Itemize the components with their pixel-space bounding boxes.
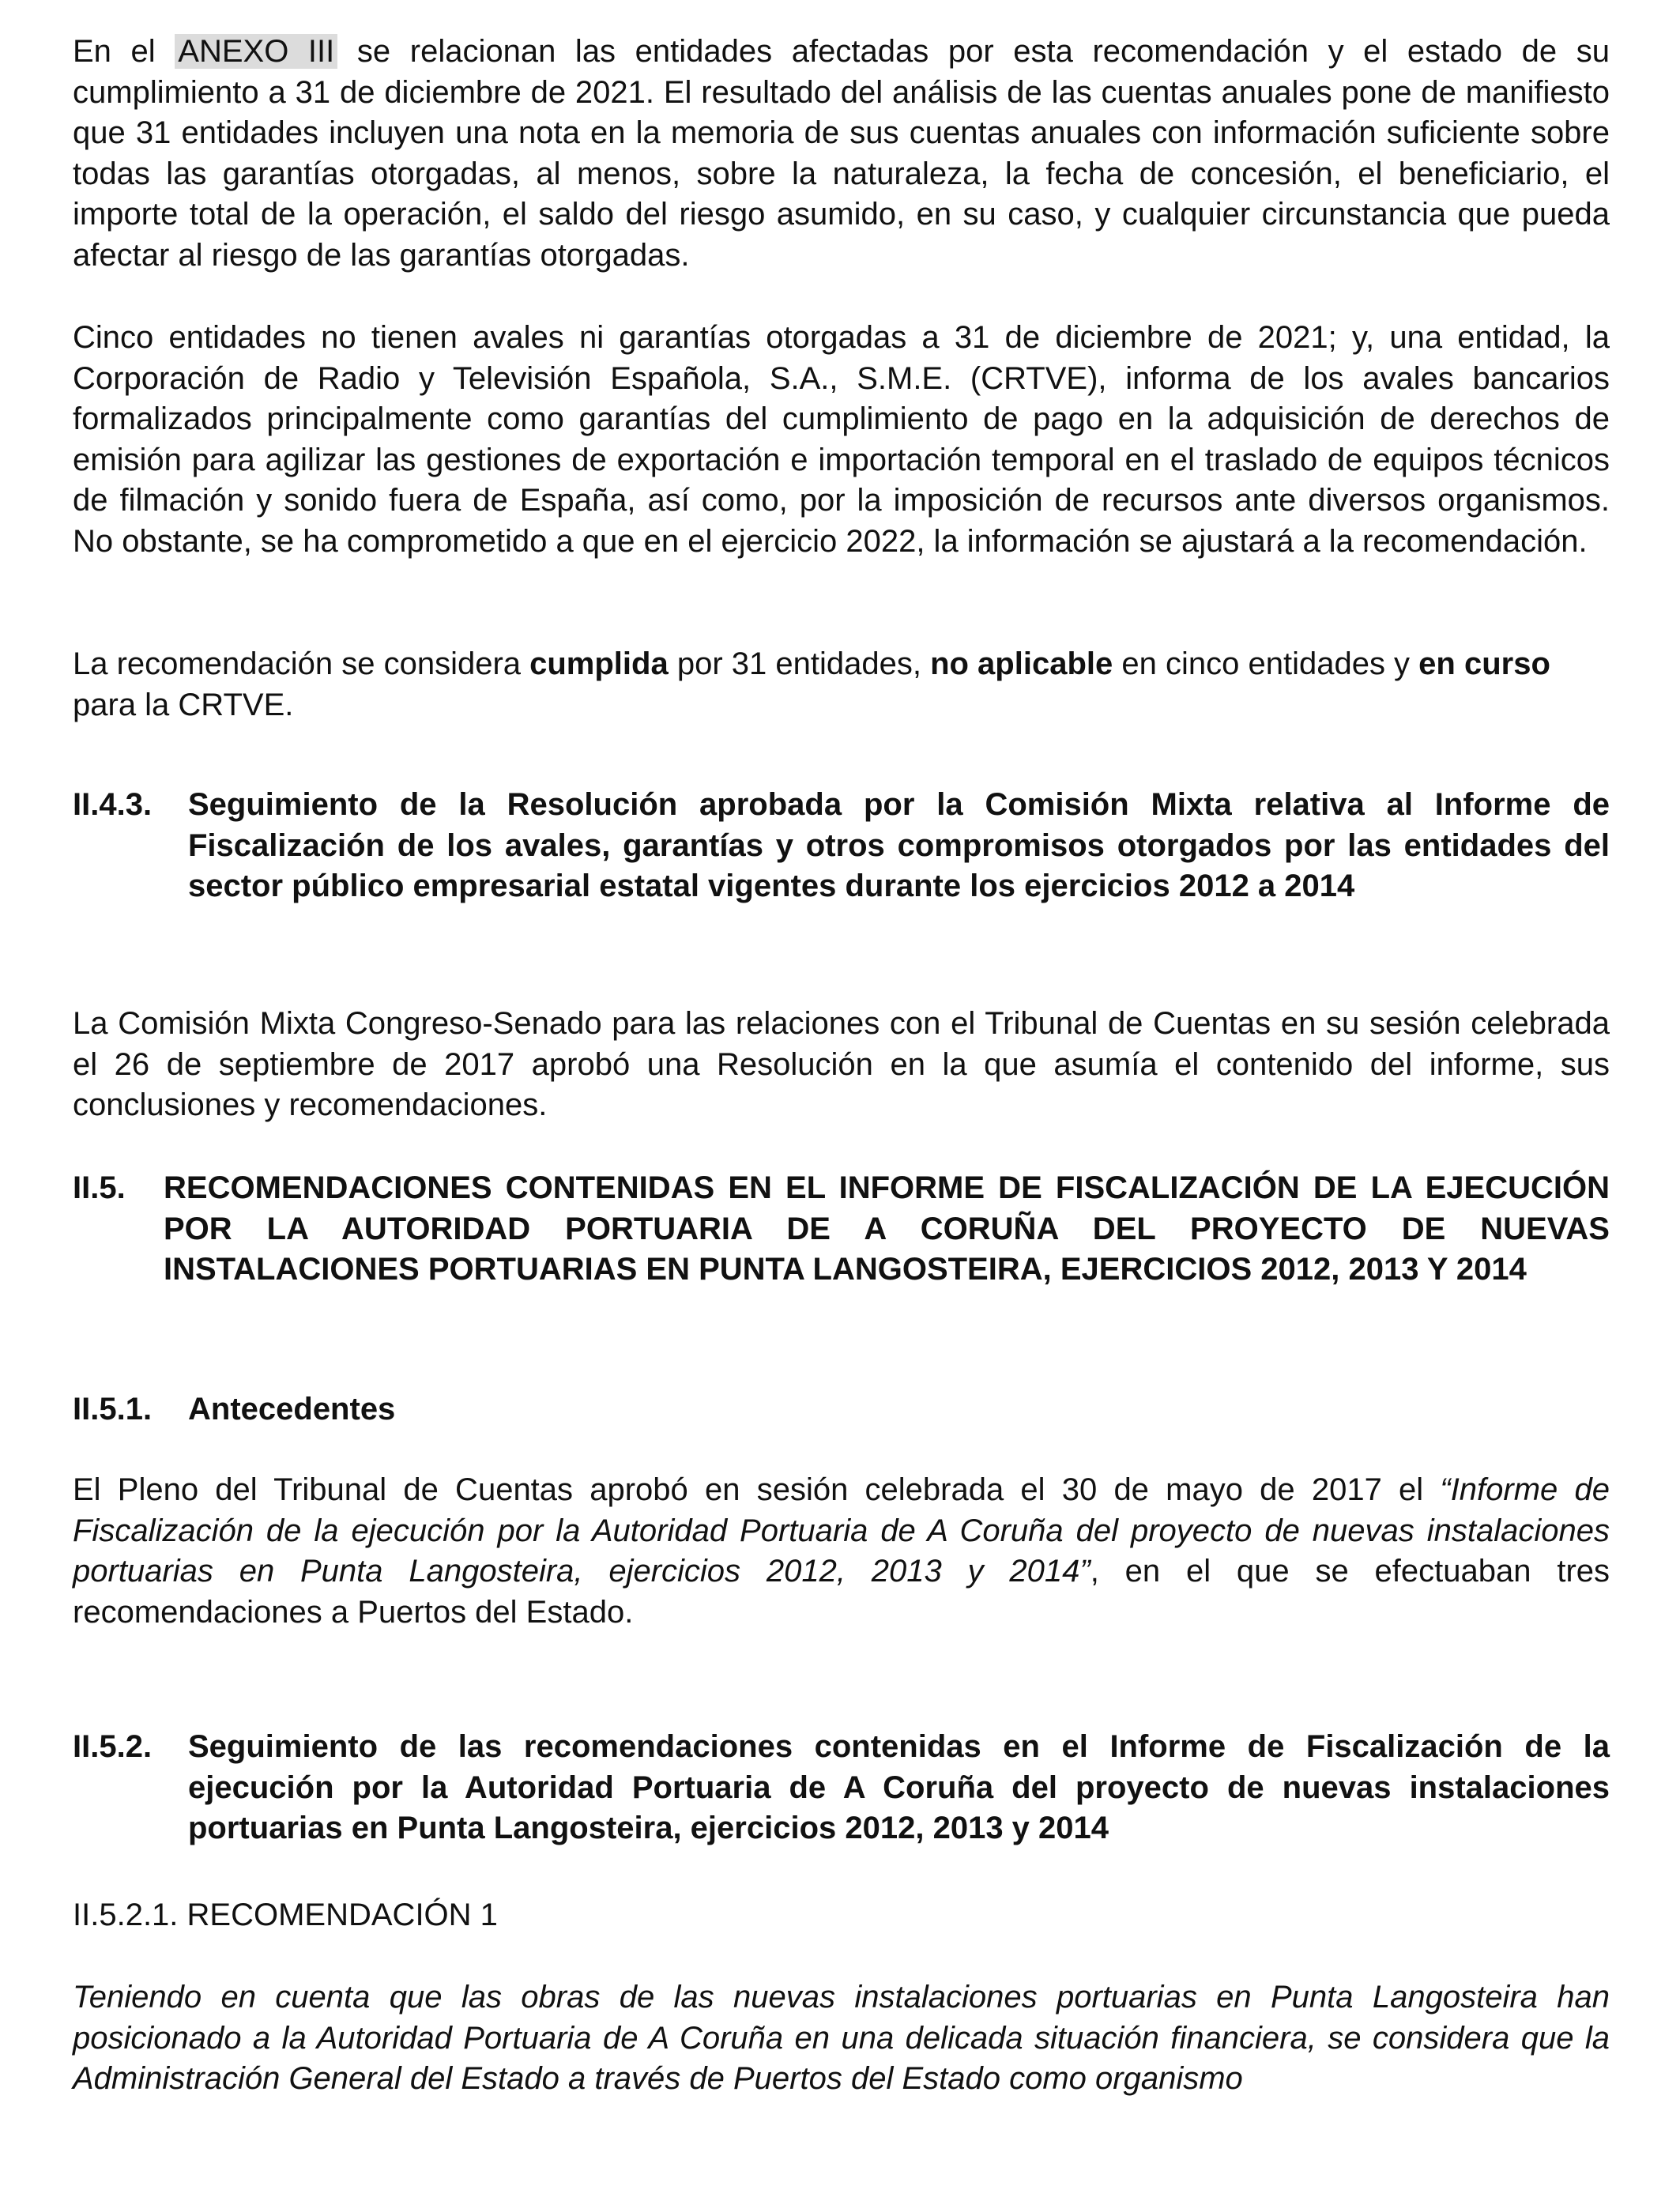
heading-title: Seguimiento de la Resolución aprobada por la Comisión Mixta relativa al Informe de Fiscalización de los avales, garantías y otros compromisos otorgados por las entidades del sector público empresarial estatal vigentes durante los ejercicios 2012 a 2014: [188, 787, 1610, 903]
paragraph-compliance: La recomendación se considera cumplida por 31 entidades, no aplicable en cinco entidades y en curso para la CRTVE.: [73, 646, 1550, 722]
heading-number: II.4.3.: [73, 787, 153, 822]
heading-title: RECOMENDACIONES CONTENIDAS EN EL INFORME DE FISCALIZACIÓN DE LA EJECUCIÓN POR LA AUTORIDAD PORTUARIA DE A CORUÑA DEL PROYECTO DE NUEVAS INSTALACIONES PORTUARIAS EN PUNTA LANGOSTEIRA, EJERCICIOS 2012, 2013 Y 2014: [164, 1170, 1610, 1287]
heading-II-4-3: [73, 785, 1610, 907]
heading-title: Antecedentes: [188, 1392, 396, 1427]
paragraph-antecedentes: El Pleno del Tribunal de Cuentas aprobó en sesión celebrada el 30 de mayo de 2017 el “Informe de Fiscalización de la ejecución por la Autoridad Portuaria de A Coruña del proyecto de nuevas instalaciones portuarias en Punta Langosteira, ejercicios 2012, 2013 y 2014”, en el que se efectuaban tres recomendaciones a Puertos del Estado.: [73, 1472, 1610, 1630]
paragraph-comision-mixta: La Comisión Mixta Congreso-Senado para las relaciones con el Tribunal de Cuentas en su sesión celebrada el 26 de septiembre de 2017 aprobó una Resolución en la que asumía el contenido del informe, sus conclusiones y recomendaciones.: [73, 1006, 1610, 1122]
heading-II-5: [73, 1168, 1610, 1291]
heading-title: Seguimiento de las recomendaciones contenidas en el Informe de Fiscalización de la ejecución por la Autoridad Portuaria de A Coruña del proyecto de nuevas instalaciones portuarias en Punta Langosteira, ejercicios 2012, 2013 y 2014: [188, 1729, 1610, 1845]
heading-number: II.5.1.: [73, 1392, 153, 1427]
heading-number: II.5.2.: [73, 1729, 153, 1764]
paragraph-annex: En el ANEXO III se relacionan las entidades afectadas por esta recomendación y el estado de su cumplimiento a 31 de diciembre de 2021. El resultado del análisis de las cuentas anuales pone de manifiesto que 31 entidades incluyen una nota en la memoria de sus cuentas anuales con información suficiente sobre todas las garantías otorgadas, al menos, sobre la naturaleza, la fecha de concesión, el beneficiario, el importe total de la operación, el saldo del riesgo asumido, en su caso, y cualquier circunstancia que pueda afectar al riesgo de las garantías otorgadas.: [73, 34, 1610, 273]
heading-II-5-2: [73, 1727, 1610, 1849]
heading-II-5-1: [73, 1389, 1610, 1430]
annex-link[interactable]: ANEXO III: [175, 34, 337, 69]
paragraph-recomendacion-1: Teniendo en cuenta que las obras de las nuevas instalaciones portuarias en Punta Langosteira han posicionado a la Autoridad Portuaria de A Coruña en una delicada situación financiera, se considera que la Administración General del Estado a través de Puertos del Estado como organismo: [73, 1980, 1610, 2096]
heading-number: II.5.: [73, 1170, 126, 1205]
paragraph-crtve: Cinco entidades no tienen avales ni garantías otorgadas a 31 de diciembre de 2021; y, una entidad, la Corporación de Radio y Televisión Española, S.A., S.M.E. (CRTVE), informa de los avales bancarios formalizados principalmente como garantías del cumplimiento de pago en la adquisición de derechos de emisión para agilizar las gestiones de exportación e importación temporal en el traslado de equipos técnicos de filmación y sonido fuera de España, así como, por la imposición de recursos ante diversos organismos. No obstante, se ha comprometido a que en el ejercicio 2022, la información se ajustará a la recomendación.: [73, 320, 1610, 559]
heading-II-5-2-1: II.5.2.1. RECOMENDACIÓN 1: [73, 1898, 498, 1932]
